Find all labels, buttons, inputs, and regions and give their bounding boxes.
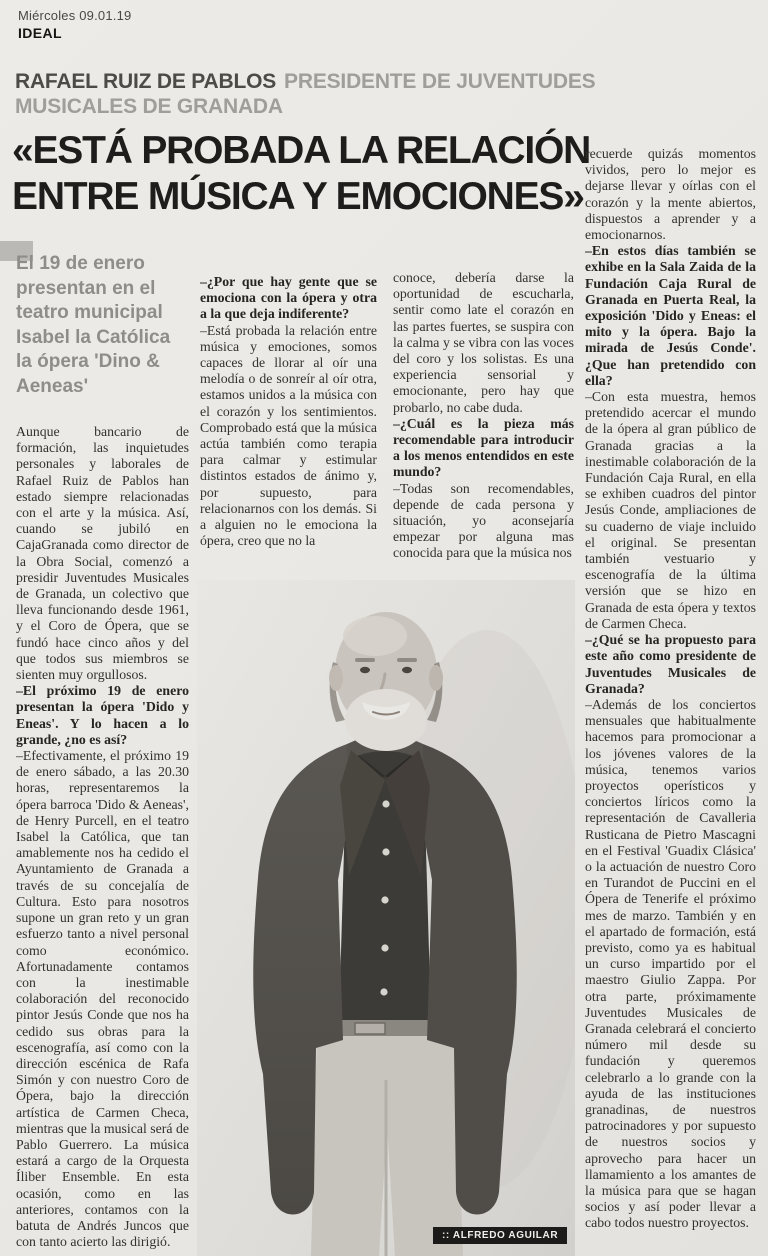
ear-left [329,665,343,691]
bald-highlight [343,616,407,656]
interview-question: –¿Cuál es la pieza más recomendable para introducir a los menos entendidos en este mundo? [393,415,574,480]
belt-buckle [355,1023,385,1034]
eyebrow-right [397,658,417,662]
article-paragraph: –Efectivamente, el próximo 19 de enero sábado, a las 20.30 horas, representaremos la ópera barroca 'Dido & Aeneas', de Henry Purcell, en el teatro Isabel la Católica, que tan amablemente nos ha cedido el Ayuntamiento de Granada a través de su concejalía de Cultura. Esto para nosotros supone un gran reto y un gran esfuerzo tanto a nivel personal como económico. Afortunadamente contamos con la inestimable colaboración del reconocido pintor Jesús Conde que nos ha cedido sus obras para la escenografía, así como con la dirección escénica de Rafa Simón y con nuestro Coro de Ópera, bajo la dirección artística de Carmen Checa, mientras que la musical será de Pablo Guerrero. La música estará a cargo de la Orquesta Íliber Ensemble. En esta ocasión, como en las anteriores, contamos con la batuta de Andrés Juncos que con tanto acierto las dirigió. [16,748,189,1250]
eyebrow-left [355,658,375,662]
shirt-button [382,800,389,807]
ear-right [429,665,443,691]
article-paragraph: –Además de los conciertos mensuales que habitualmente hacemos para promocionar a los jóvenes valores de la música, tenemos varios proyectos operísticos y conciertos líricos como la representación de Cavalleria Rusticana de Pietro Mascagni en el Festival 'Guadix Clásica' o la actuación de nuestro Coro en Turandot de Puccini en el Ópera de Tenerife el próximo mes de marzo. También y en el apartado de formación, está previsto, como ya es habitual un curso impartido por el maestro Giulio Zappa. Por otra parte, próximamente Juventudes Musicales de Granada celebrará el concierto número mil desde su fundación y queremos celebrarlo a lo grande con la ayuda de las instituciones granadinas, de nuestros patrocinadores y por supuesto de nuestros socios y aprovecho para hacer un llamamiento a los amantes de la música para que se hagan socios y así poder llevar a cabo todos nuestro proyectos. [585,696,756,1231]
article-paragraph: Aunque bancario de formación, las inquietudes personales y laborales de Rafael Ruiz de Pablos han estado siempre relacionadas con el arte y la música. Así, cuando se jubiló en CajaGranada como director de la Obra Social, comenzó a presidir Juventudes Musicales de Granada, un colectivo que lleva funcionando desde 1961, y el Coro de Ópera, que se fundó hace cinco años y del que todos sus miembros se sienten muy orgullosos. [16,424,189,683]
interview-question: –En estos días también se exhibe en la Sala Zaida de la Fundación Caja Rural de Granada en Puerta Real, la exposición 'Dido y Eneas: el mito y la ópera. Bajo la mirada de Jesús Conde'. ¿Que han pretendido con ella? [585,243,756,388]
shirt-button [382,848,389,855]
shirt-button [380,988,387,995]
man-belt [331,1020,443,1036]
portrait-photo-illustration [197,580,575,1256]
eye-left [360,667,370,673]
article-paragraph: recuerde quizás momentos vividos, pero lo mejor es dejarse llevar y oírlas con el corazón y la mente abiertos, dispuestos a aprender y a emocionarnos. [585,146,756,243]
edition-date: Miércoles 09.01.19 [18,8,132,23]
standfirst: El 19 de enero presentan en el teatro municipal Isabel la Católica la ópera 'Dino & Aeneas' [16,253,171,397]
headline-line-2: ENTRE MÚSICA Y EMOCIONES» [12,175,584,219]
interview-question: –El próximo 19 de enero presentan la ópera 'Dido y Eneas'. Y lo hacen a lo grande, ¿no es así? [16,683,189,747]
article-column-4 [585,146,756,1250]
photo-credit: :: ALFREDO AGUILAR [433,1227,567,1244]
shirt-button [381,896,388,903]
interview-question: –¿Qué se ha propuesto para este año como presidente de Juventudes Musicales de Granada? [585,632,756,696]
eye-right [402,667,412,673]
article-paragraph: –Todas son recomendables, depende de cada persona y situación, yo aconsejaría empezar por alguna mas conocida para que la música nos [393,480,574,561]
article-column-3 [393,270,574,576]
kicker-name: RAFAEL RUIZ DE PABLOS [15,70,277,93]
headline-line-1: «ESTÁ PROBADA LA RELACIÓN [12,129,591,172]
article-paragraph: –Con esta muestra, hemos pretendido acercar el mundo de la ópera al gran público de Granada gracias a la inestimable colaboración de la Fundación Caja Rural, en ella se exhiben cuadros del pintor Jesús Conde, ampliaciones de su cuaderno de viaje incluido el original. Se presentan también vestuario y escenografía de la última versión que se hizo en Granada de esta ópera y textos de Carmen Checa. [585,389,756,631]
masthead-logo: IDEAL [18,25,62,41]
article-column-2 [200,274,377,574]
article-paragraph: –Está probada la relación entre música y emociones, somos capaces de llorar al oír una melodía o de sonreír al oír otra, estamos unidos a la música con el corazón y los sentimientos. Comprobado está que la música actúa también como terapia para calmar y estimular distintos estados de ánimo y, por supuesto, para relacionarnos con los demás. Si a alguien no le emociona la ópera, creo que no la [200,322,377,549]
article-paragraph: conoce, debería darse la oportunidad de escucharla, sentir como late el corazón en las partes fuertes, se suspira con la calma y se vibra con las voces del coro y los solistas. Es una experiencia sensorial y emocionante, pero hay que probarlo, no cabe duda. [393,270,574,415]
kicker [15,70,635,120]
shirt-button [381,944,388,951]
interview-question: –¿Por que hay gente que se emociona con la ópera y otra a la que deja indiferente? [200,274,377,322]
headline [12,128,597,220]
kicker-role: PRESIDENTE DE JUVENTUDES MUSICALES DE GRANADA [15,70,596,118]
article-column-1 [16,424,189,1254]
portrait-photo [197,580,575,1256]
